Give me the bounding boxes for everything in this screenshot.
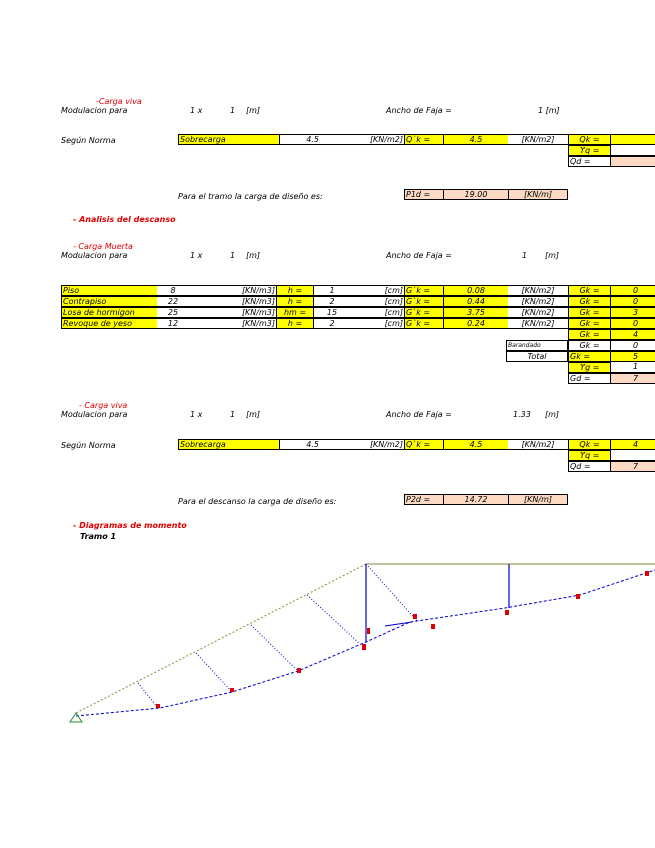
marker-6 xyxy=(413,614,417,619)
modulacion-y: 1 xyxy=(230,106,236,115)
qk-prime-unit-2: [KN/m2] xyxy=(508,439,568,450)
thickness-label: h = xyxy=(276,318,314,329)
gk-label: Gk = xyxy=(568,318,611,329)
gk-prime-label: G`k = xyxy=(404,318,444,329)
total-gk-label: Gk = xyxy=(568,351,611,362)
marker-3 xyxy=(297,668,301,673)
gk-prime-value: 0.44 xyxy=(444,296,508,307)
gk-prime-unit: [KN/m2] xyxy=(508,285,568,296)
gk-prime-label: G`k = xyxy=(404,307,444,318)
diseno-descanso-text: Para el descanso la carga de diseño es: xyxy=(178,497,337,506)
gk-value: 0 xyxy=(611,318,655,329)
gamma-g-value: 1 xyxy=(611,362,655,373)
marker-2 xyxy=(230,688,234,692)
ordinate-1 xyxy=(138,683,158,708)
ordinate-8 xyxy=(385,622,412,626)
material-density: 12 xyxy=(157,318,189,329)
ancho-faja-value-3: 1.33 xyxy=(513,410,531,419)
qk-prime-value-2: 4.5 xyxy=(444,439,508,450)
marker-4 xyxy=(362,644,366,650)
gk-prime-label: G`k = xyxy=(404,285,444,296)
ancho-faja-label-3: Ancho de Faja = xyxy=(386,410,452,419)
gk-prime-value: 0.08 xyxy=(444,285,508,296)
thickness-value: 1 xyxy=(314,285,350,296)
gamma-q-value-2 xyxy=(611,450,655,461)
thickness-label: h = xyxy=(276,285,314,296)
ordinate-6 xyxy=(366,564,418,622)
p1d-unit: [KN/m] xyxy=(508,189,568,200)
barandado-gk-value: 0 xyxy=(611,340,655,351)
marker-9 xyxy=(576,594,580,599)
ancho-faja-label-2: Ancho de Faja = xyxy=(386,251,452,260)
thickness-value: 2 xyxy=(314,318,350,329)
segun-norma-label-2: Según Norma xyxy=(61,441,116,450)
total-label: Total xyxy=(506,351,568,362)
gd-label: Gd = xyxy=(568,373,611,384)
thickness-value: 15 xyxy=(314,307,350,318)
gk-sum-label: Gk = xyxy=(568,329,611,340)
material-name: Contrapiso xyxy=(61,296,157,307)
material-density: 25 xyxy=(157,307,189,318)
barandado-label: Barandado xyxy=(506,340,568,351)
modulacion-x-3: 1 x xyxy=(190,410,203,419)
thickness-label: hm = xyxy=(276,307,314,318)
modulacion-unit: [m] xyxy=(246,106,261,115)
gk-prime-unit: [KN/m2] xyxy=(508,296,568,307)
thickness-unit: [cm] xyxy=(350,307,404,318)
marker-1 xyxy=(156,704,160,708)
qd-label-2: Qd = xyxy=(568,461,611,472)
thickness-unit: [cm] xyxy=(350,318,404,329)
material-name: Losa de hormigon xyxy=(61,307,157,318)
gamma-q-value xyxy=(611,145,655,156)
sobrecarga-unit: [KN/m2] xyxy=(320,134,404,145)
gamma-q-label-2: ϒq = xyxy=(568,450,611,461)
qk-prime-value: 4.5 xyxy=(444,134,508,145)
gk-label: Gk = xyxy=(568,307,611,318)
gk-prime-unit: [KN/m2] xyxy=(508,318,568,329)
tramo-1-label: Tramo 1 xyxy=(80,532,117,541)
qk-prime-label-2: Q`k = xyxy=(404,439,444,450)
thickness-unit: [cm] xyxy=(350,296,404,307)
p2d-unit: [KN/m] xyxy=(508,494,568,505)
gk-label: Gk = xyxy=(568,285,611,296)
ancho-faja-label: Ancho de Faja = xyxy=(386,106,452,115)
gk-prime-value: 0.24 xyxy=(444,318,508,329)
ancho-faja-value-2: 1 xyxy=(522,251,528,260)
gamma-q-label: ϒq = xyxy=(568,145,611,156)
marker-8 xyxy=(505,610,509,615)
ordinate-3 xyxy=(251,625,298,671)
material-density-unit: [KN/m3] xyxy=(189,285,276,296)
segun-norma-label: Según Norma xyxy=(61,136,116,145)
sobrecarga-cell: Sobrecarga xyxy=(178,134,280,145)
gd-value: 7 xyxy=(611,373,655,384)
moment-diagram xyxy=(0,550,655,740)
modulacion-x: 1 x xyxy=(190,106,203,115)
modulacion-y-2: 1 xyxy=(230,251,236,260)
qk-value-2: 4 xyxy=(611,439,655,450)
marker-5 xyxy=(367,628,370,634)
stair-axis-line xyxy=(76,564,366,713)
ordinate-2 xyxy=(196,653,232,692)
barandado-gk-label: Gk = xyxy=(568,340,611,351)
sobrecarga-unit-2: [KN/m2] xyxy=(320,439,404,450)
gk-value: 0 xyxy=(611,285,655,296)
modulacion-label-3: Modulacion para xyxy=(61,410,128,419)
gk-prime-value: 3.75 xyxy=(444,307,508,318)
p1d-label: P1d = xyxy=(404,189,444,200)
material-density-unit: [KN/m3] xyxy=(189,318,276,329)
qk-prime-unit: [KN/m2] xyxy=(508,134,568,145)
qd-label: Qd = xyxy=(568,156,611,167)
sobrecarga-value-2: 4.5 xyxy=(280,439,320,450)
thickness-unit: [cm] xyxy=(350,285,404,296)
material-density: 8 xyxy=(157,285,189,296)
material-density: 22 xyxy=(157,296,189,307)
diagramas-heading: - Diagramas de momento xyxy=(73,521,187,530)
total-gk-value: 5 xyxy=(611,351,655,362)
modulacion-unit-2: [m] xyxy=(246,251,261,260)
gk-label: Gk = xyxy=(568,296,611,307)
p2d-value: 14.72 xyxy=(444,494,508,505)
ordinate-4 xyxy=(307,595,360,644)
qd-value-2: 7 xyxy=(611,461,655,472)
material-name: Revoque de yeso xyxy=(61,318,157,329)
diseno-tramo-text: Para el tramo la carga de diseño es: xyxy=(178,192,323,201)
modulacion-y-3: 1 xyxy=(230,410,236,419)
gk-value: 0 xyxy=(611,296,655,307)
material-density-unit: [KN/m3] xyxy=(189,307,276,318)
p2d-label: P2d = xyxy=(404,494,444,505)
qk-prime-label: Q`k = xyxy=(404,134,444,145)
modulacion-label-2: Modulacion para xyxy=(61,251,128,260)
modulacion-label: Modulacion para xyxy=(61,106,128,115)
carga-viva-heading: -Carga viva xyxy=(96,97,142,106)
carga-muerta-heading: - Carga Muerta xyxy=(73,242,133,251)
ancho-faja-value: 1 [m] xyxy=(538,106,560,115)
material-name: Piso xyxy=(61,285,157,296)
gk-prime-unit: [KN/m2] xyxy=(508,307,568,318)
carga-viva-heading-2: - Carga viva xyxy=(79,401,128,410)
ancho-faja-unit-3: [m] xyxy=(545,410,560,419)
gk-prime-label: G`k = xyxy=(404,296,444,307)
sobrecarga-cell-2: Sobrecarga xyxy=(178,439,280,450)
qk-label: Qk = xyxy=(568,134,611,145)
gk-sum-value: 4 xyxy=(611,329,655,340)
ancho-faja-unit-2: [m] xyxy=(545,251,560,260)
qk-value xyxy=(611,134,655,145)
thickness-value: 2 xyxy=(314,296,350,307)
support-icon xyxy=(70,713,82,722)
thickness-label: h = xyxy=(276,296,314,307)
moment-value-markers xyxy=(156,571,649,708)
analisis-descanso-heading: - Analisis del descanso xyxy=(73,215,176,224)
gk-value: 3 xyxy=(611,307,655,318)
modulacion-unit-3: [m] xyxy=(246,410,261,419)
qd-value xyxy=(611,156,655,167)
p1d-value: 19.00 xyxy=(444,189,508,200)
qk-label-2: Qk = xyxy=(568,439,611,450)
material-density-unit: [KN/m3] xyxy=(189,296,276,307)
modulacion-x-2: 1 x xyxy=(190,251,203,260)
sobrecarga-value: 4.5 xyxy=(280,134,320,145)
marker-10 xyxy=(645,571,649,576)
gamma-g-label: ϒg = xyxy=(568,362,611,373)
marker-7 xyxy=(431,624,435,629)
